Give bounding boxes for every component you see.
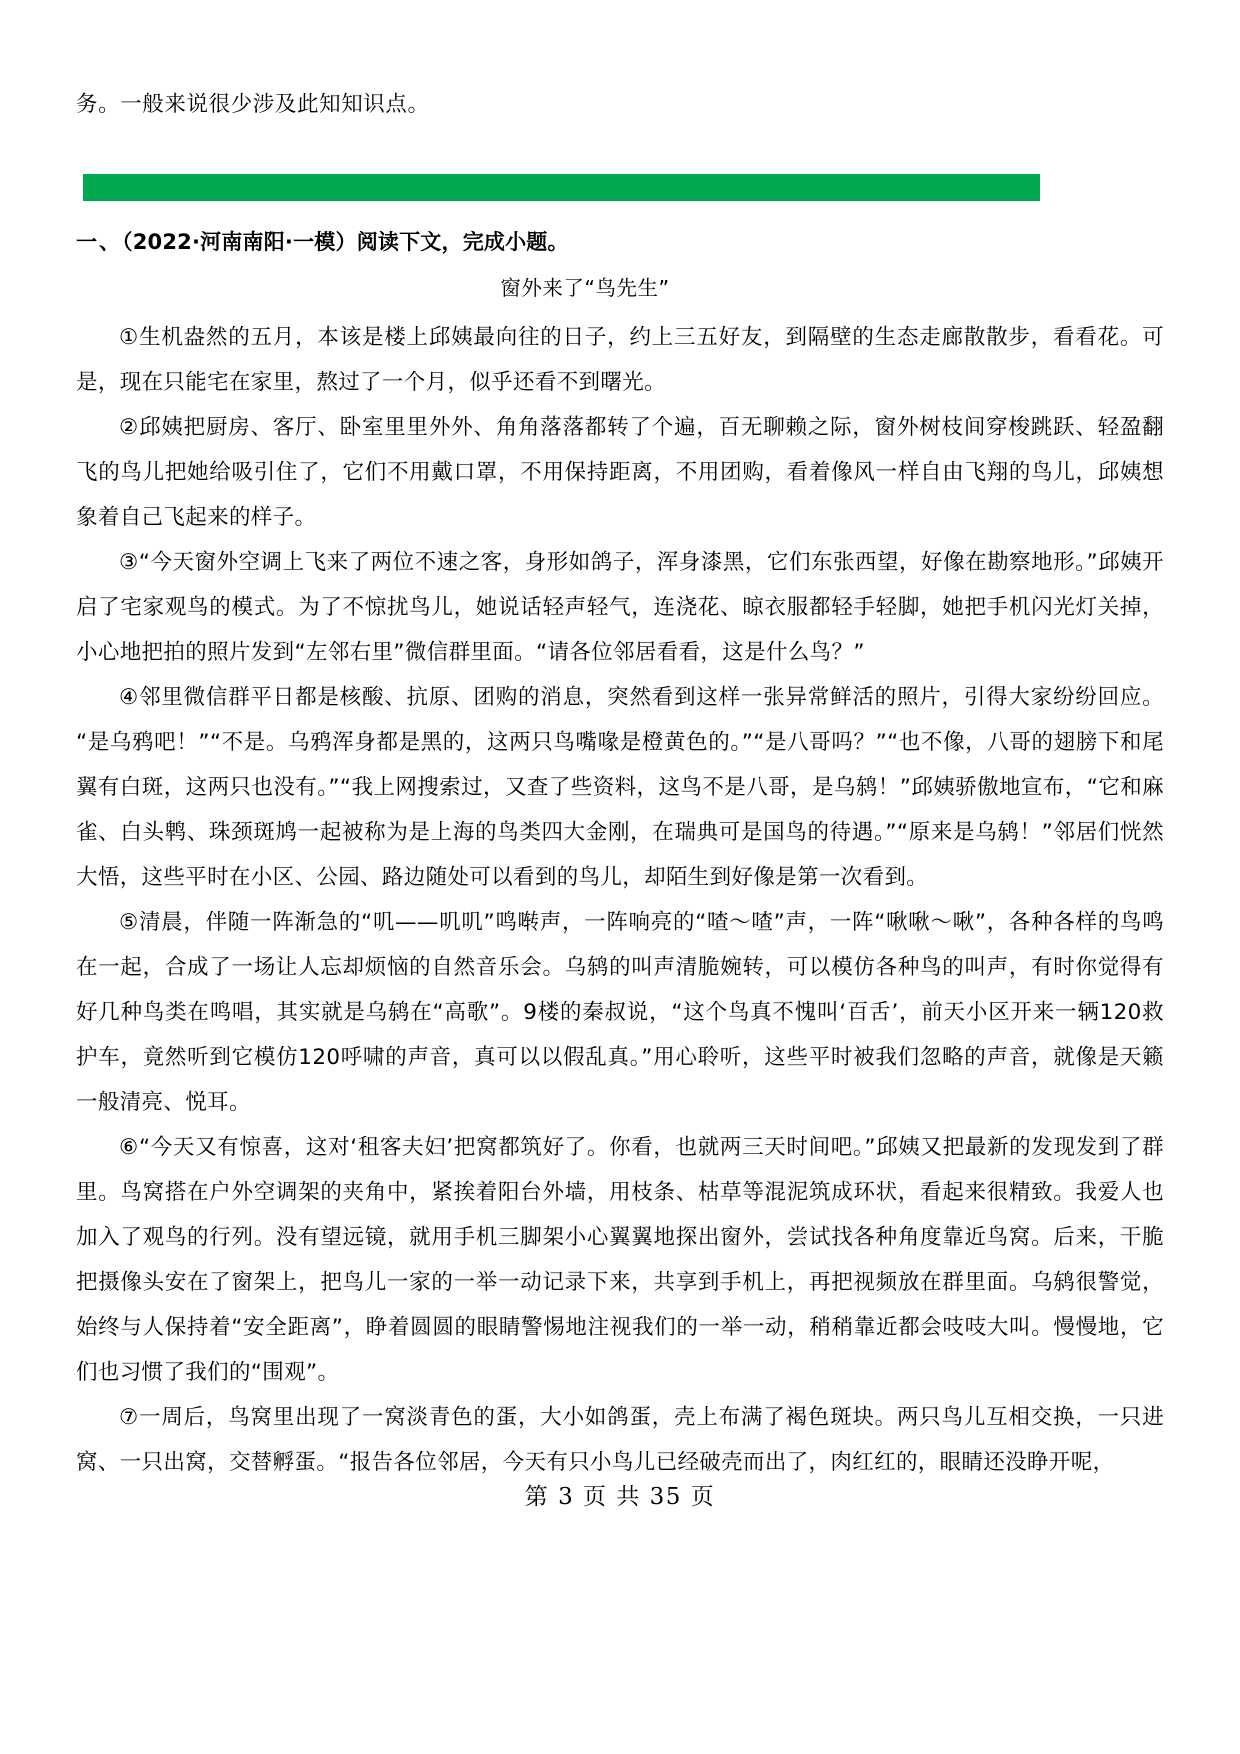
section-instruction: 阅读下文，完成小题。 xyxy=(356,230,569,254)
article-paragraph: ②邱姨把厨房、客厅、卧室里里外外、角角落落都转了个遍，百无聊赖之际，窗外树枝间穿梭跳跃、轻盈翻飞的鸟儿把她给吸引住了，它们不用戴口罩，不用保持距离，不用团购，看着像风一样自由飞翔的鸟儿，邱姨想象着自己飞起来的样子。 xyxy=(76,415,1164,530)
section-number: 一、 xyxy=(76,230,122,254)
carryover-text: 务。一般来说很少涉及此知知识点。 xyxy=(76,92,430,117)
article-paragraph: ①生机盎然的五月，本该是楼上邱姨最向往的日子，约上三五好友，到隔壁的生态走廊散散步，看看花。可是，现在只能宅在家里，熬过了一个月，似乎还看不到曙光。 xyxy=(76,325,1164,395)
article-paragraph: ④邻里微信群平日都是核酸、抗原、团购的消息，突然看到这样一张异常鲜活的照片，引得大家纷纷回应。“是乌鸦吧！”“不是。乌鸦浑身都是黑的，这两只鸟嘴喙是橙黄色的。”“是八哥吗？”“也不像，八哥的翅膀下和尾翼有白斑，这两只也没有。”“我上网搜索过，又查了些资料，这鸟不是八哥，是乌鸫！”邱姨骄傲地宣布，“它和麻雀、白头鹎、珠颈斑鸠一起被称为是上海的鸟类四大金刚，在瑞典可是国鸟的待遇。”“原来是乌鸫！”邻居们恍然大悟，这些平时在小区、公园、路边随处可以看到的鸟儿，却陌生到好像是第一次看到。 xyxy=(76,685,1164,890)
page-footer: 第 3 页 共 35 页 xyxy=(524,1484,716,1510)
section-divider-bar xyxy=(83,174,1040,201)
article-title: 窗外来了“鸟先生” xyxy=(500,276,670,300)
section-heading xyxy=(76,227,1164,257)
section-source-tag: （2022·河南南阳·一模） xyxy=(122,230,357,254)
article-paragraph: ⑤清晨，伴随一阵渐急的“叽——叽叽”鸣啭声，一阵响亮的“喳～喳”声，一阵“啾啾～啾”，各种各样的鸟鸣在一起，合成了一场让人忘却烦恼的自然音乐会。乌鸫的叫声清脆婉转，可以模仿各种鸟的叫声，有时你觉得有好几种鸟类在鸣唱，其实就是乌鸫在“高歌”。9楼的秦叔说，“这个鸟真不愧叫‘百舌’，前天小区开来一辆120救护车，竟然听到它模仿120呼啸的声音，真可以以假乱真。”用心聆听，这些平时被我们忽略的声音，就像是天籁一般清亮、悦耳。 xyxy=(76,910,1164,1115)
page-content xyxy=(76,0,1164,1485)
article-paragraph: ⑦一周后，鸟窝里出现了一窝淡青色的蛋，大小如鸽蛋，壳上布满了褐色斑块。两只鸟儿互相交换，一只进窝、一只出窝，交替孵蛋。“报告各位邻居，今天有只小鸟儿已经破壳而出了，肉红红的，眼睛还没睁开呢， xyxy=(76,1405,1164,1475)
article-paragraph: ⑥“今天又有惊喜，这对‘租客夫妇’把窝都筑好了。你看，也就两三天时间吧。”邱姨又把最新的发现发到了群里。鸟窝搭在户外空调架的夹角中，紧挨着阳台外墙，用枝条、枯草等混泥筑成环状，看起来很精致。我爱人也加入了观鸟的行列。没有望远镜，就用手机三脚架小心翼翼地探出窗外，尝试找各种角度靠近鸟窝。后来，干脆把摄像头安在了窗架上，把鸟儿一家的一举一动记录下来，共享到手机上，再把视频放在群里面。乌鸫很警觉，始终与人保持着“安全距离”，睁着圆圆的眼睛警惕地注视我们的一举一动，稍稍靠近都会吱吱大叫。慢慢地，它们也习惯了我们的“围观”。 xyxy=(76,1135,1164,1385)
article-paragraph: ③“今天窗外空调上飞来了两位不速之客，身形如鸽子，浑身漆黑，它们东张西望，好像在勘察地形。”邱姨开启了宅家观鸟的模式。为了不惊扰鸟儿，她说话轻声轻气，连浇花、晾衣服都轻手轻脚，她把手机闪光灯关掉，小心地把拍的照片发到“左邻右里”微信群里面。“请各位邻居看看，这是什么鸟？” xyxy=(76,550,1164,665)
